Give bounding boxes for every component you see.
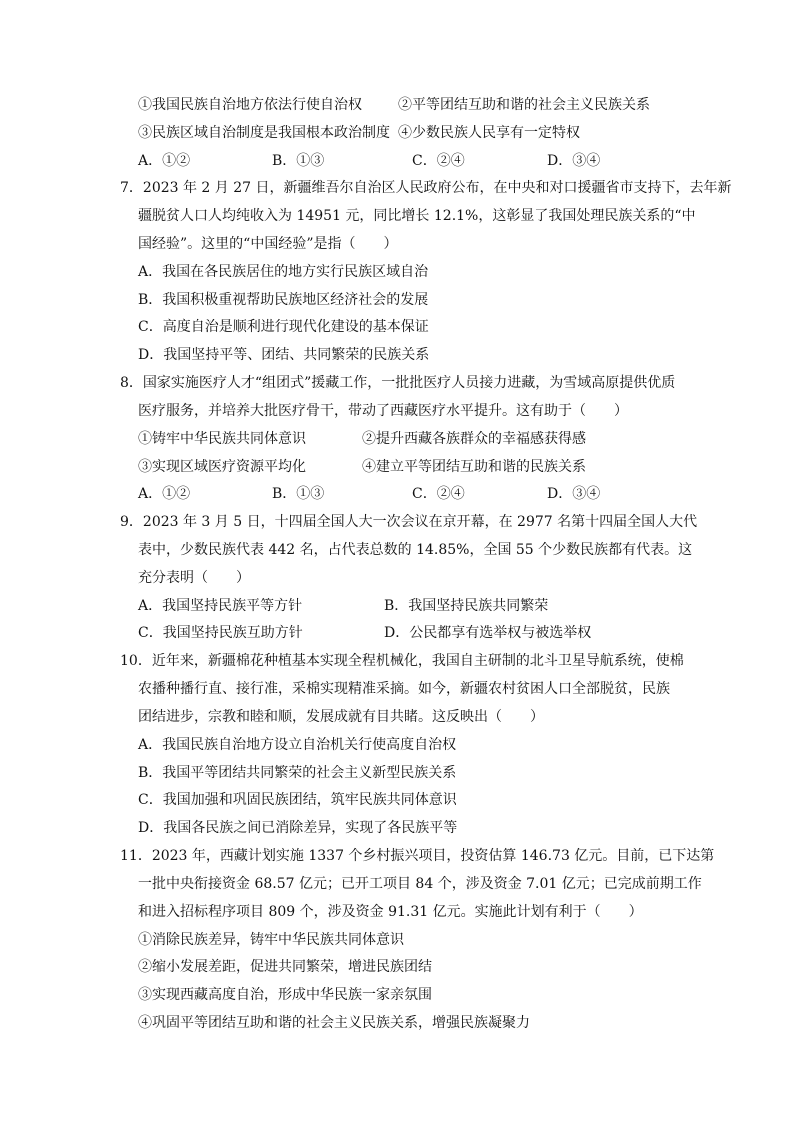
question-10-option-c: C．我国加强和巩固民族团结，筑牢民族共同体意识 bbox=[138, 792, 457, 808]
question-7-option-c: C．高度自治是顺利进行现代化建设的基本保证 bbox=[138, 319, 429, 335]
question-7-line-3: 国经验”。这里的“中国经验”是指（ ） bbox=[138, 236, 398, 252]
question-8-statement-4: ④建立平等团结互助和谐的民族关系 bbox=[362, 459, 586, 475]
question-7-option-b: B．我国积极重视帮助民族地区经济社会的发展 bbox=[138, 292, 429, 308]
question-9-line-1: 9．2023 年 3 月 5 日，十四届全国人大一次会议在京开幕，在 2977 名第十四届全国人大代 bbox=[120, 514, 698, 530]
question-11-line-1: 11．2023 年，西藏计划实施 1337 个乡村振兴项目，投资估算 146.73 亿元。目前，已下达第 bbox=[120, 848, 715, 864]
question-8-statement-3: ③实现区域医疗资源平均化 bbox=[138, 459, 306, 475]
question-9-option-d: D．公民都享有选举权与被选举权 bbox=[384, 625, 592, 641]
question-9-option-a: A．我国坚持民族平等方针 bbox=[138, 598, 303, 614]
question-10-option-a: A．我国民族自治地方设立自治机关行使高度自治权 bbox=[138, 737, 457, 753]
statement-2: ②平等团结互助和谐的社会主义民族关系 bbox=[398, 97, 650, 113]
statement-1: ①我国民族自治地方依法行使自治权 bbox=[138, 97, 362, 113]
question-10-line-3: 团结进步，宗教和睦和顺，发展成就有目共睹。这反映出（ ） bbox=[138, 709, 544, 725]
statement-4: ④少数民族人民享有一定特权 bbox=[398, 125, 580, 141]
question-7-line-2: 疆脱贫人口人均纯收入为 14951 元，同比增长 12.1%，这彰显了我国处理民族关系的“中 bbox=[138, 208, 696, 224]
question-8-line-1: 8．国家实施医疗人才“组团式”援藏工作，一批批医疗人员接力进藏，为雪域高原提供优质 bbox=[120, 375, 676, 391]
question-8-statement-2: ②提升西藏各族群众的幸福感获得感 bbox=[362, 431, 586, 447]
question-8-line-2: 医疗服务，并培养大批医疗骨干，带动了西藏医疗水平提升。这有助于（ ） bbox=[138, 403, 628, 419]
question-9-line-2: 表中，少数民族代表 442 名，占代表总数的 14.85%，全国 55 个少数民族都有代表。这 bbox=[138, 542, 693, 558]
question-9-option-b: B．我国坚持民族共同繁荣 bbox=[384, 598, 549, 614]
question-11-line-3: 和进入招标程序项目 809 个，涉及资金 91.31 亿元。实施此计划有利于（ ） bbox=[138, 904, 643, 920]
question-7-option-d: D．我国坚持平等、团结、共同繁荣的民族关系 bbox=[138, 347, 430, 363]
question-8-option-a: A．①② bbox=[138, 486, 191, 502]
question-9-line-3: 充分表明（ ） bbox=[138, 570, 250, 586]
question-8-option-d: D．③④ bbox=[547, 486, 601, 502]
question-10-option-b: B．我国平等团结共同繁荣的社会主义新型民族关系 bbox=[138, 765, 457, 781]
question-7-line-1: 7．2023 年 2 月 27 日，新疆维吾尔自治区人民政府公布，在中央和对口援疆省市支持下，去年新 bbox=[120, 180, 732, 196]
question-10-line-2: 农播种播行直、接行准，采棉实现精准采摘。如今，新疆农村贫困人口全部脱贫，民族 bbox=[138, 681, 670, 697]
question-10-line-1: 10．近年来，新疆棉花种植基本实现全程机械化，我国自主研制的北斗卫星导航系统，使棉 bbox=[120, 653, 684, 669]
question-11-line-2: 一批中央衔接资金 68.57 亿元；已开工项目 84 个，涉及资金 7.01 亿元；已完成前期工作 bbox=[138, 876, 702, 892]
question-7-option-a: A．我国在各民族居住的地方实行民族区域自治 bbox=[138, 264, 429, 280]
question-8-option-b: B．①③ bbox=[272, 486, 325, 502]
option-d: D．③④ bbox=[547, 153, 601, 169]
question-11-statement-1: ①消除民族差异，铸牢中华民族共同体意识 bbox=[138, 932, 404, 948]
question-8-statement-1: ①铸牢中华民族共同体意识 bbox=[138, 431, 306, 447]
question-8-option-c: C．②④ bbox=[412, 486, 465, 502]
question-9-option-c: C．我国坚持民族互助方针 bbox=[138, 625, 303, 641]
statement-3: ③民族区域自治制度是我国根本政治制度 bbox=[138, 125, 390, 141]
option-a: A．①② bbox=[138, 153, 191, 169]
question-11-statement-2: ②缩小发展差距，促进共同繁荣，增进民族团结 bbox=[138, 959, 432, 975]
option-b: B．①③ bbox=[272, 153, 325, 169]
question-11-statement-4: ④巩固平等团结互助和谐的社会主义民族关系，增强民族凝聚力 bbox=[138, 1015, 530, 1031]
question-11-statement-3: ③实现西藏高度自治，形成中华民族一家亲氛围 bbox=[138, 987, 432, 1003]
option-c: C．②④ bbox=[412, 153, 465, 169]
question-10-option-d: D．我国各民族之间已消除差异，实现了各民族平等 bbox=[138, 820, 458, 836]
